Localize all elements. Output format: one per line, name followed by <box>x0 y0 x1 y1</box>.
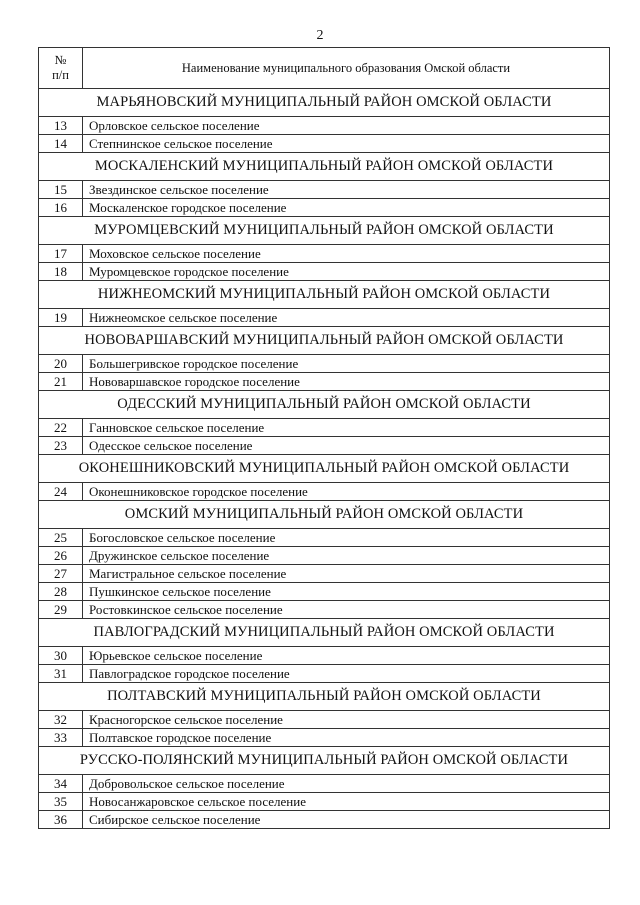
row-number: 13 <box>39 117 83 135</box>
table-row <box>39 601 610 619</box>
row-number: 35 <box>39 793 83 811</box>
district-row <box>39 455 610 483</box>
table-row <box>39 565 610 583</box>
row-number: 23 <box>39 437 83 455</box>
table-row <box>39 373 610 391</box>
table-row <box>39 665 610 683</box>
row-number: 25 <box>39 529 83 547</box>
row-number: 21 <box>39 373 83 391</box>
municipalities-table <box>38 47 610 829</box>
district-name: МАРЬЯНОВСКИЙ МУНИЦИПАЛЬНЫЙ РАЙОН ОМСКОЙ ОБЛАСТИ <box>39 89 610 117</box>
page-number: 2 <box>316 28 324 43</box>
table-row <box>39 729 610 747</box>
table-row <box>39 437 610 455</box>
settlement-name: Москаленское городское поселение <box>83 199 610 217</box>
row-number: 15 <box>39 181 83 199</box>
table-body <box>39 89 610 829</box>
district-name: ОДЕССКИЙ МУНИЦИПАЛЬНЫЙ РАЙОН ОМСКОЙ ОБЛАСТИ <box>39 391 610 419</box>
row-number: 32 <box>39 711 83 729</box>
table-row <box>39 647 610 665</box>
district-name: МУРОМЦЕВСКИЙ МУНИЦИПАЛЬНЫЙ РАЙОН ОМСКОЙ ОБЛАСТИ <box>39 217 610 245</box>
table-row <box>39 309 610 327</box>
row-number: 20 <box>39 355 83 373</box>
number-header-symbol: № <box>54 53 67 67</box>
district-row <box>39 153 610 181</box>
district-row <box>39 619 610 647</box>
row-number: 28 <box>39 583 83 601</box>
district-name: НОВОВАРШАВСКИЙ МУНИЦИПАЛЬНЫЙ РАЙОН ОМСКОЙ ОБЛАСТИ <box>39 327 610 355</box>
table-row <box>39 483 610 501</box>
settlement-name: Ростовкинское сельское поселение <box>83 601 610 619</box>
settlement-name: Добровольское сельское поселение <box>83 775 610 793</box>
district-row <box>39 281 610 309</box>
table-row <box>39 199 610 217</box>
row-number: 30 <box>39 647 83 665</box>
settlement-name: Оконешниковское городское поселение <box>83 483 610 501</box>
settlement-name: Юрьевское сельское поселение <box>83 647 610 665</box>
settlement-name: Полтавское городское поселение <box>83 729 610 747</box>
settlement-name: Нижнеомское сельское поселение <box>83 309 610 327</box>
district-row <box>39 501 610 529</box>
row-number: 18 <box>39 263 83 281</box>
row-number: 22 <box>39 419 83 437</box>
settlement-name: Новосанжаровское сельское поселение <box>83 793 610 811</box>
table-row <box>39 117 610 135</box>
district-name: ОМСКИЙ МУНИЦИПАЛЬНЫЙ РАЙОН ОМСКОЙ ОБЛАСТИ <box>39 501 610 529</box>
row-number: 31 <box>39 665 83 683</box>
settlement-name: Степнинское сельское поселение <box>83 135 610 153</box>
table-row <box>39 355 610 373</box>
row-number: 29 <box>39 601 83 619</box>
table-row <box>39 711 610 729</box>
row-number: 19 <box>39 309 83 327</box>
name-column-header: Наименование муниципального образования Омской области <box>83 48 610 89</box>
district-name: МОСКАЛЕНСКИЙ МУНИЦИПАЛЬНЫЙ РАЙОН ОМСКОЙ ОБЛАСТИ <box>39 153 610 181</box>
table-row <box>39 811 610 829</box>
row-number: 27 <box>39 565 83 583</box>
settlement-name: Моховское сельское поселение <box>83 245 610 263</box>
district-name: РУССКО-ПОЛЯНСКИЙ МУНИЦИПАЛЬНЫЙ РАЙОН ОМСКОЙ ОБЛАСТИ <box>39 747 610 775</box>
table-row <box>39 419 610 437</box>
district-row <box>39 327 610 355</box>
number-column-header <box>39 48 83 89</box>
table-row <box>39 529 610 547</box>
table-row <box>39 245 610 263</box>
row-number: 16 <box>39 199 83 217</box>
settlement-name: Красногорское сельское поселение <box>83 711 610 729</box>
settlement-name: Муромцевское городское поселение <box>83 263 610 281</box>
row-number: 34 <box>39 775 83 793</box>
row-number: 24 <box>39 483 83 501</box>
district-row <box>39 747 610 775</box>
number-header-abbrev: п/п <box>52 68 69 82</box>
settlement-name: Дружинское сельское поселение <box>83 547 610 565</box>
table-row <box>39 547 610 565</box>
row-number: 17 <box>39 245 83 263</box>
district-row <box>39 89 610 117</box>
row-number: 14 <box>39 135 83 153</box>
settlement-name: Ганновское сельское поселение <box>83 419 610 437</box>
table-row <box>39 181 610 199</box>
row-number: 36 <box>39 811 83 829</box>
district-row <box>39 217 610 245</box>
district-name: ПОЛТАВСКИЙ МУНИЦИПАЛЬНЫЙ РАЙОН ОМСКОЙ ОБЛАСТИ <box>39 683 610 711</box>
settlement-name: Большегривское городское поселение <box>83 355 610 373</box>
settlement-name: Магистральное сельское поселение <box>83 565 610 583</box>
settlement-name: Пушкинское сельское поселение <box>83 583 610 601</box>
settlement-name: Нововаршавское городское поселение <box>83 373 610 391</box>
settlement-name: Богословское сельское поселение <box>83 529 610 547</box>
district-name: ПАВЛОГРАДСКИЙ МУНИЦИПАЛЬНЫЙ РАЙОН ОМСКОЙ ОБЛАСТИ <box>39 619 610 647</box>
row-number: 33 <box>39 729 83 747</box>
settlement-name: Одесское сельское поселение <box>83 437 610 455</box>
district-row <box>39 683 610 711</box>
district-name: НИЖНЕОМСКИЙ МУНИЦИПАЛЬНЫЙ РАЙОН ОМСКОЙ ОБЛАСТИ <box>39 281 610 309</box>
table-row <box>39 793 610 811</box>
row-number: 26 <box>39 547 83 565</box>
table-row <box>39 135 610 153</box>
district-name: ОКОНЕШНИКОВСКИЙ МУНИЦИПАЛЬНЫЙ РАЙОН ОМСКОЙ ОБЛАСТИ <box>39 455 610 483</box>
table-row <box>39 775 610 793</box>
table-row <box>39 263 610 281</box>
table-header-row <box>39 48 610 89</box>
settlement-name: Орловское сельское поселение <box>83 117 610 135</box>
settlement-name: Павлоградское городское поселение <box>83 665 610 683</box>
table-row <box>39 583 610 601</box>
settlement-name: Сибирское сельское поселение <box>83 811 610 829</box>
district-row <box>39 391 610 419</box>
settlement-name: Звездинское сельское поселение <box>83 181 610 199</box>
